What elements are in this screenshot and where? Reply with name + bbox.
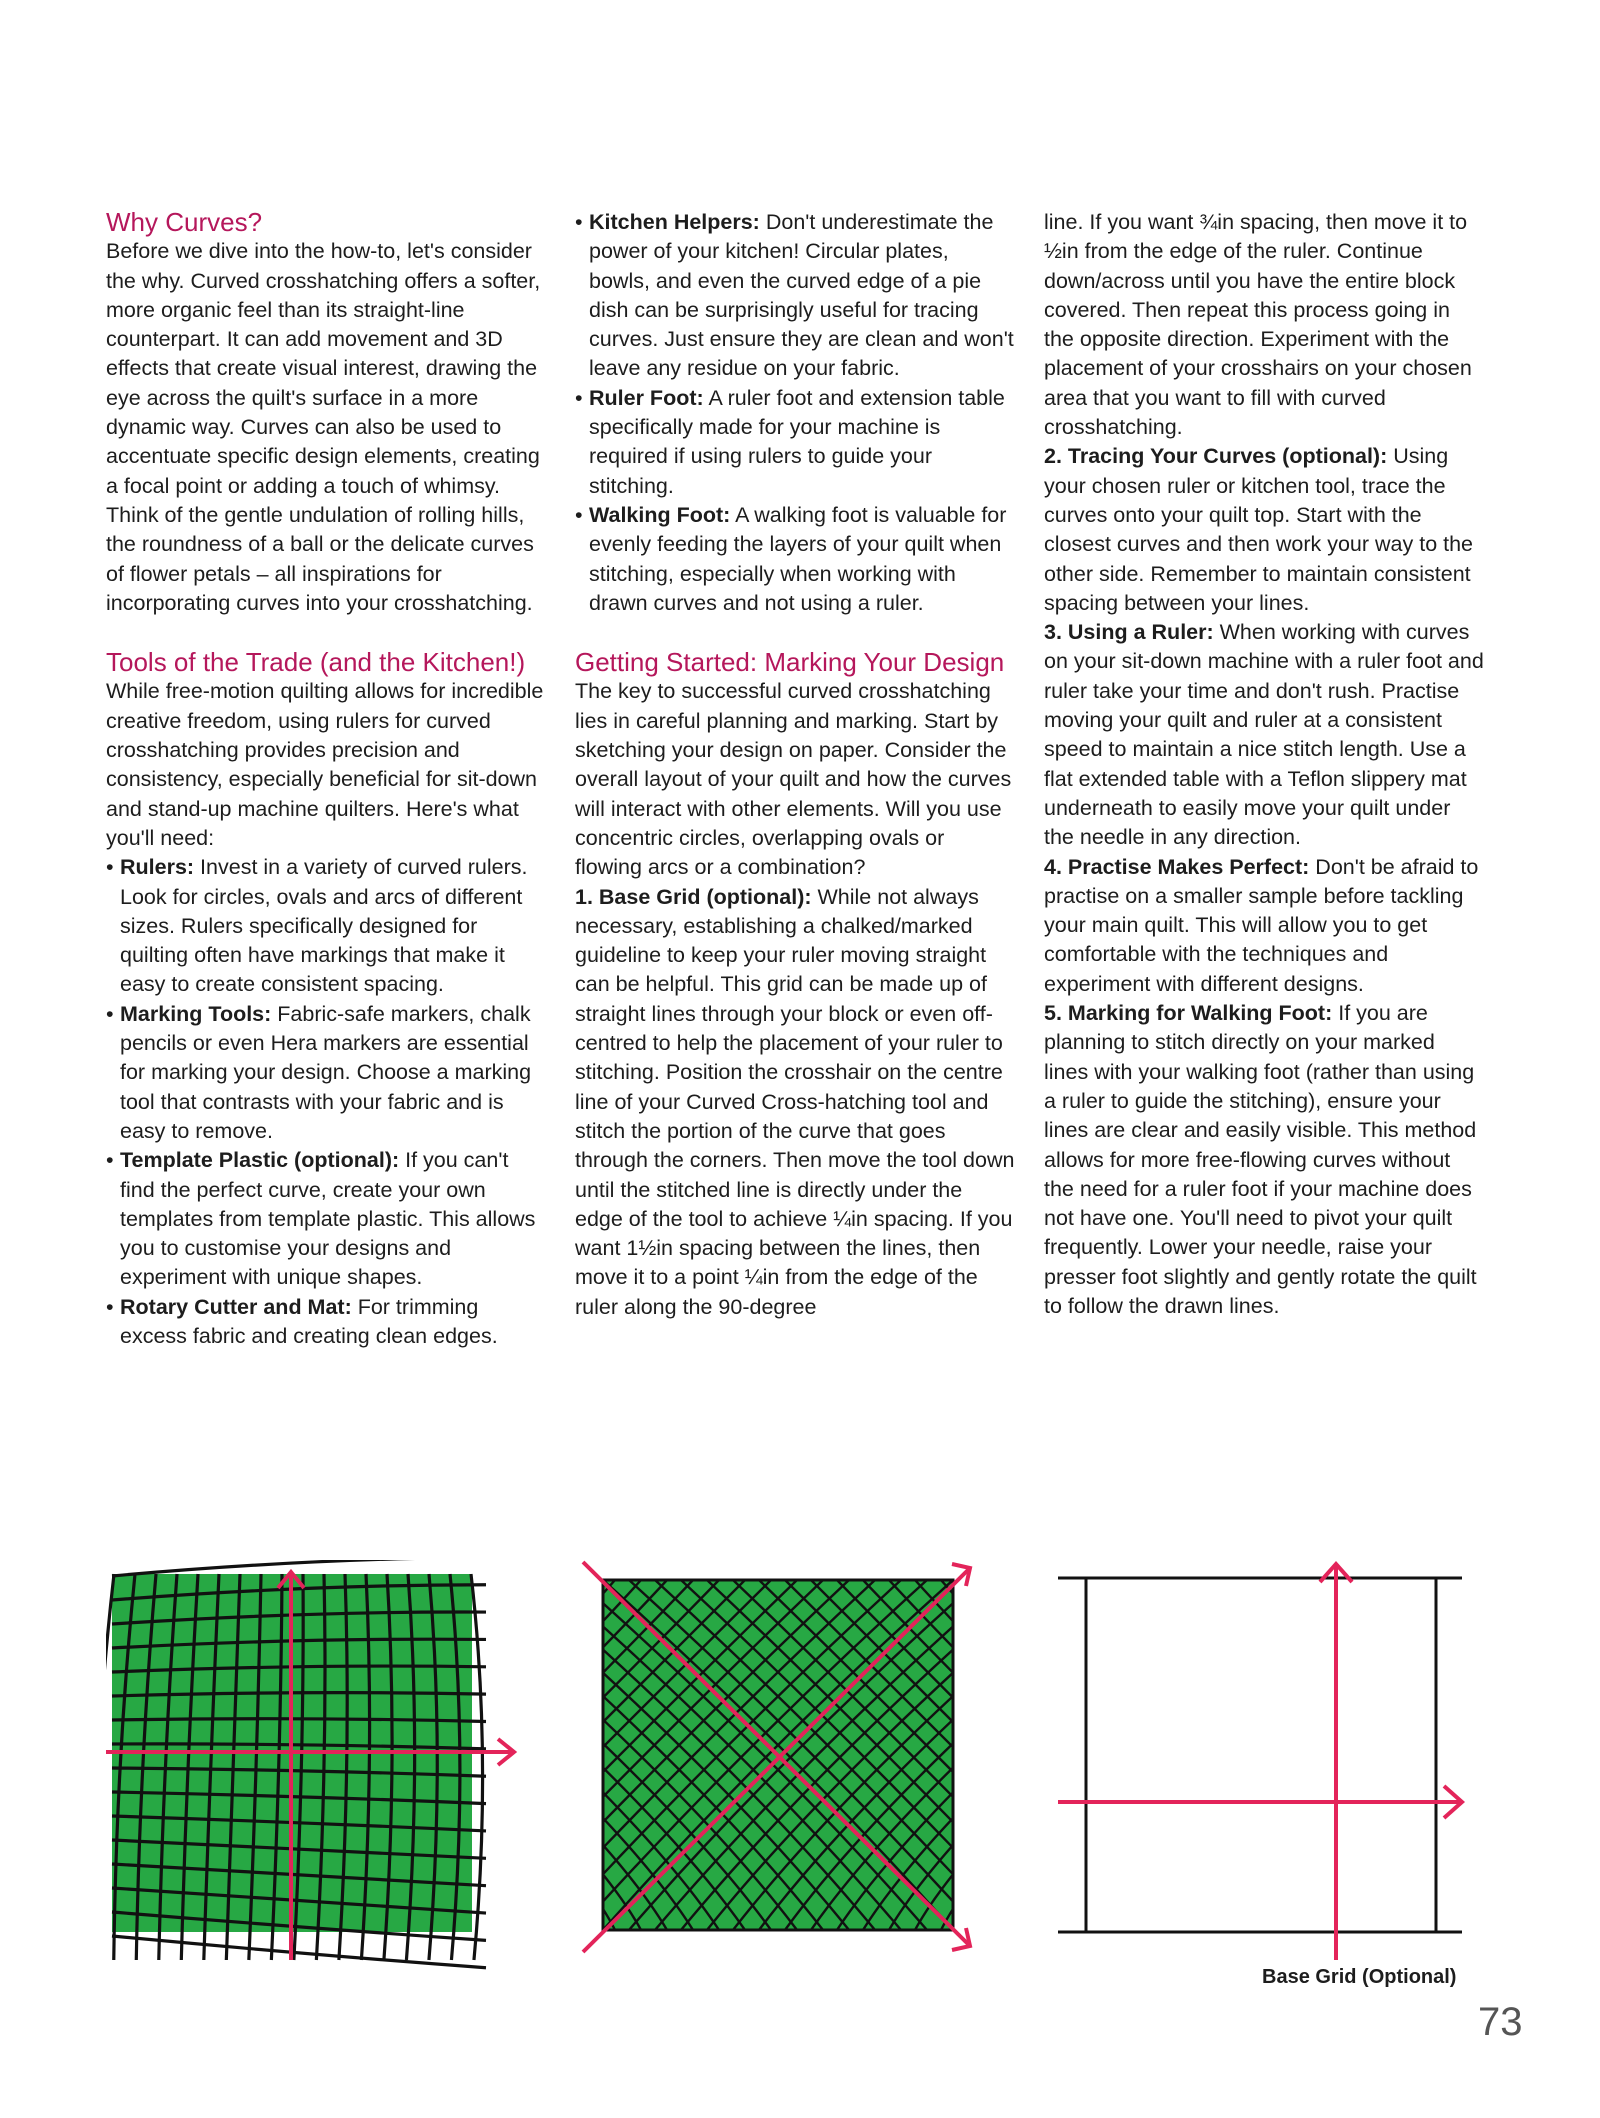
hatch-curve-b xyxy=(967,1580,1000,1930)
step-label: 4. Practise Makes Perfect: xyxy=(1044,854,1310,879)
step-text: While not always necessary, establishing a chalked/marked guideline to keep your ruler moving straight can be helpful. This grid can be made up of straight lines through your block or even off-centred to help the placement of your ruler to stitching. Position the crosshair on the centre line of your Curved Cross-hatching tool and stitch the portion of the curve that goes through the corners. Then move the tool down until the stitched line is directly under the edge of the tool to achieve ¼in spacing. If you want 1½in spacing between the lines, then move it to a point ¼in from the edge of the ruler along the 90-degree xyxy=(575,884,1015,1319)
heading-getting-started: Getting Started: Marking Your Design xyxy=(575,647,1005,678)
step-text: Don't be afraid to practise on a smaller sample before tackling your main quilt. This will allow you to get comfortable with the techniques and experiment with different designs. xyxy=(1044,854,1479,996)
step-label: 2. Tracing Your Curves (optional): xyxy=(1044,444,1388,469)
item-label: Marking Tools: xyxy=(120,1001,272,1026)
hatch-curve-b xyxy=(575,1580,589,1930)
item-label: Walking Foot: xyxy=(589,502,731,527)
list-item xyxy=(575,384,1015,501)
page-number: 73 xyxy=(1478,2000,1523,2044)
list-item xyxy=(106,1146,546,1292)
step-text: Using your chosen ruler or kitchen tool, trace the curves onto your quilt top. Start with the closest curves and then work your way to the other side. Remember to maintain consistent spacing between your lines. xyxy=(1044,444,1474,615)
column-right xyxy=(1044,208,1484,1321)
list-item xyxy=(575,208,1015,384)
item-text: Don't underestimate the power of your kitchen! Circular plates, bowls, and even the curved edge of a pie dish can be surprisingly useful for tracing curves. Just ensure they are clean and won't leave any residue on your fabric. xyxy=(589,210,1014,381)
paragraph-continued: line. If you want ¾in spacing, then move it to ½in from the edge of the ruler. Continue down/across until you have the entire block covered. Then repeat this process going in the opposite direction. Experiment with the placement of your crosshairs on your chosen area that you want to fill with curved crosshatching. xyxy=(1044,210,1472,440)
step-4 xyxy=(1044,853,1484,999)
column-middle xyxy=(575,208,1015,1322)
step-5 xyxy=(1044,999,1484,1321)
item-text: A walking foot is valuable for evenly feeding the layers of your quilt when stitching, especially when working with drawn curves and not using a ruler. xyxy=(589,502,1007,615)
item-label: Ruler Foot: xyxy=(589,385,704,410)
base-grid-crosshair xyxy=(1058,1564,1462,1960)
list-item xyxy=(575,501,1015,618)
step-label: 1. Base Grid (optional): xyxy=(575,884,812,909)
step-text: If you are planning to stitch directly on your marked lines with your walking foot (rather than using a ruler to guide the stitching), ensure your lines are clear and easily visible. This method allows for more free-flowing curves without the need for a ruler foot if your machine does not have one. You'll need to pivot your quilt frequently. Lower your needle, raise your presser foot slightly and gently rotate the quilt to follow the drawn lines. xyxy=(1044,1001,1477,1318)
paragraph-why-curves: Before we dive into the how-to, let's consider the why. Curved crosshatching offers a softer, more organic feel than its straight-line counterpart. It can add movement and 3D effects that create visual interest, drawing the eye across the quilt's surface in a more dynamic way. Curves can also be used to accentuate specific design elements, creating a focal point or adding a touch of whimsy. Think of the gentle undulation of rolling hills, the roundness of a ball or the delicate curves of flower petals – all inspirations for incorporating curves into your crosshatching. xyxy=(106,239,541,615)
tools-list-continued xyxy=(575,208,1015,618)
tools-list xyxy=(106,853,546,1351)
step-3 xyxy=(1044,618,1484,852)
list-item xyxy=(106,853,546,999)
item-text: Invest in a variety of curved rulers. Look for circles, ovals and arcs of different sizes. Rulers specifically designed for quilting often have markings that make it easy to create consistent spacing. xyxy=(120,855,528,997)
item-label: Kitchen Helpers: xyxy=(589,210,760,234)
item-label: Rotary Cutter and Mat: xyxy=(120,1294,352,1319)
item-text: A ruler foot and extension table specifically made for your machine is required if using rulers to guide your stitching. xyxy=(589,385,1005,498)
list-item xyxy=(106,1293,546,1352)
figure-caption: Base Grid (Optional) xyxy=(1262,1966,1457,1988)
figure-diagonal-hatching xyxy=(575,1560,1000,1980)
vertical-curve xyxy=(471,1574,483,1960)
step-1 xyxy=(575,883,1015,1322)
step-label: 3. Using a Ruler: xyxy=(1044,620,1214,645)
column-left xyxy=(106,208,546,1351)
heading-tools: Tools of the Trade (and the Kitchen!) xyxy=(106,647,526,678)
step-text: When working with curves on your sit-down machine with a ruler foot and ruler take your time and don't rush. Practise moving your quilt and ruler at a consistent speed to maintain a nice stitch length. Use a flat extended table with a Teflon slippery mat underneath to easily move your quilt under the needle in any direction. xyxy=(1044,620,1484,850)
figure-base-grid xyxy=(1044,1560,1469,1980)
horizontal-curve xyxy=(112,1560,486,1576)
list-item xyxy=(106,1000,546,1146)
base-grid-frame xyxy=(1058,1578,1462,1932)
figure-curved-grid xyxy=(106,1560,531,1980)
item-text: For trimming excess fabric and creating clean edges. xyxy=(120,1294,498,1348)
step-2 xyxy=(1044,442,1484,618)
item-text: If you can't find the perfect curve, create your own templates from template plastic. This allows you to customise your designs and experiment with unique shapes. xyxy=(120,1148,536,1290)
paragraph-tools-intro: While free-motion quilting allows for incredible creative freedom, using rulers for curved crosshatching provides precision and consistency, especially beneficial for sit-down and stand-up machine quilters. Here's what you'll need: xyxy=(106,679,544,850)
item-text: Fabric-safe markers, chalk pencils or even Hera markers are essential for marking your design. Choose a marking tool that contrasts with your fabric and is easy to remove. xyxy=(120,1001,532,1143)
paragraph-getting-started: The key to successful curved crosshatching lies in careful planning and marking. Start by sketching your design on paper. Consider the overall layout of your quilt and how the curves will interact with other elements. Will you use concentric circles, overlapping ovals or flowing arcs or a combination? xyxy=(575,679,1012,880)
item-label: Rulers: xyxy=(120,855,195,880)
hatch-curve-a xyxy=(575,1580,589,1930)
heading-why-curves: Why Curves? xyxy=(106,207,263,237)
step-label: 5. Marking for Walking Foot: xyxy=(1044,1001,1333,1026)
hatch-curve-a xyxy=(967,1580,1000,1930)
item-label: Template Plastic (optional): xyxy=(120,1148,400,1173)
